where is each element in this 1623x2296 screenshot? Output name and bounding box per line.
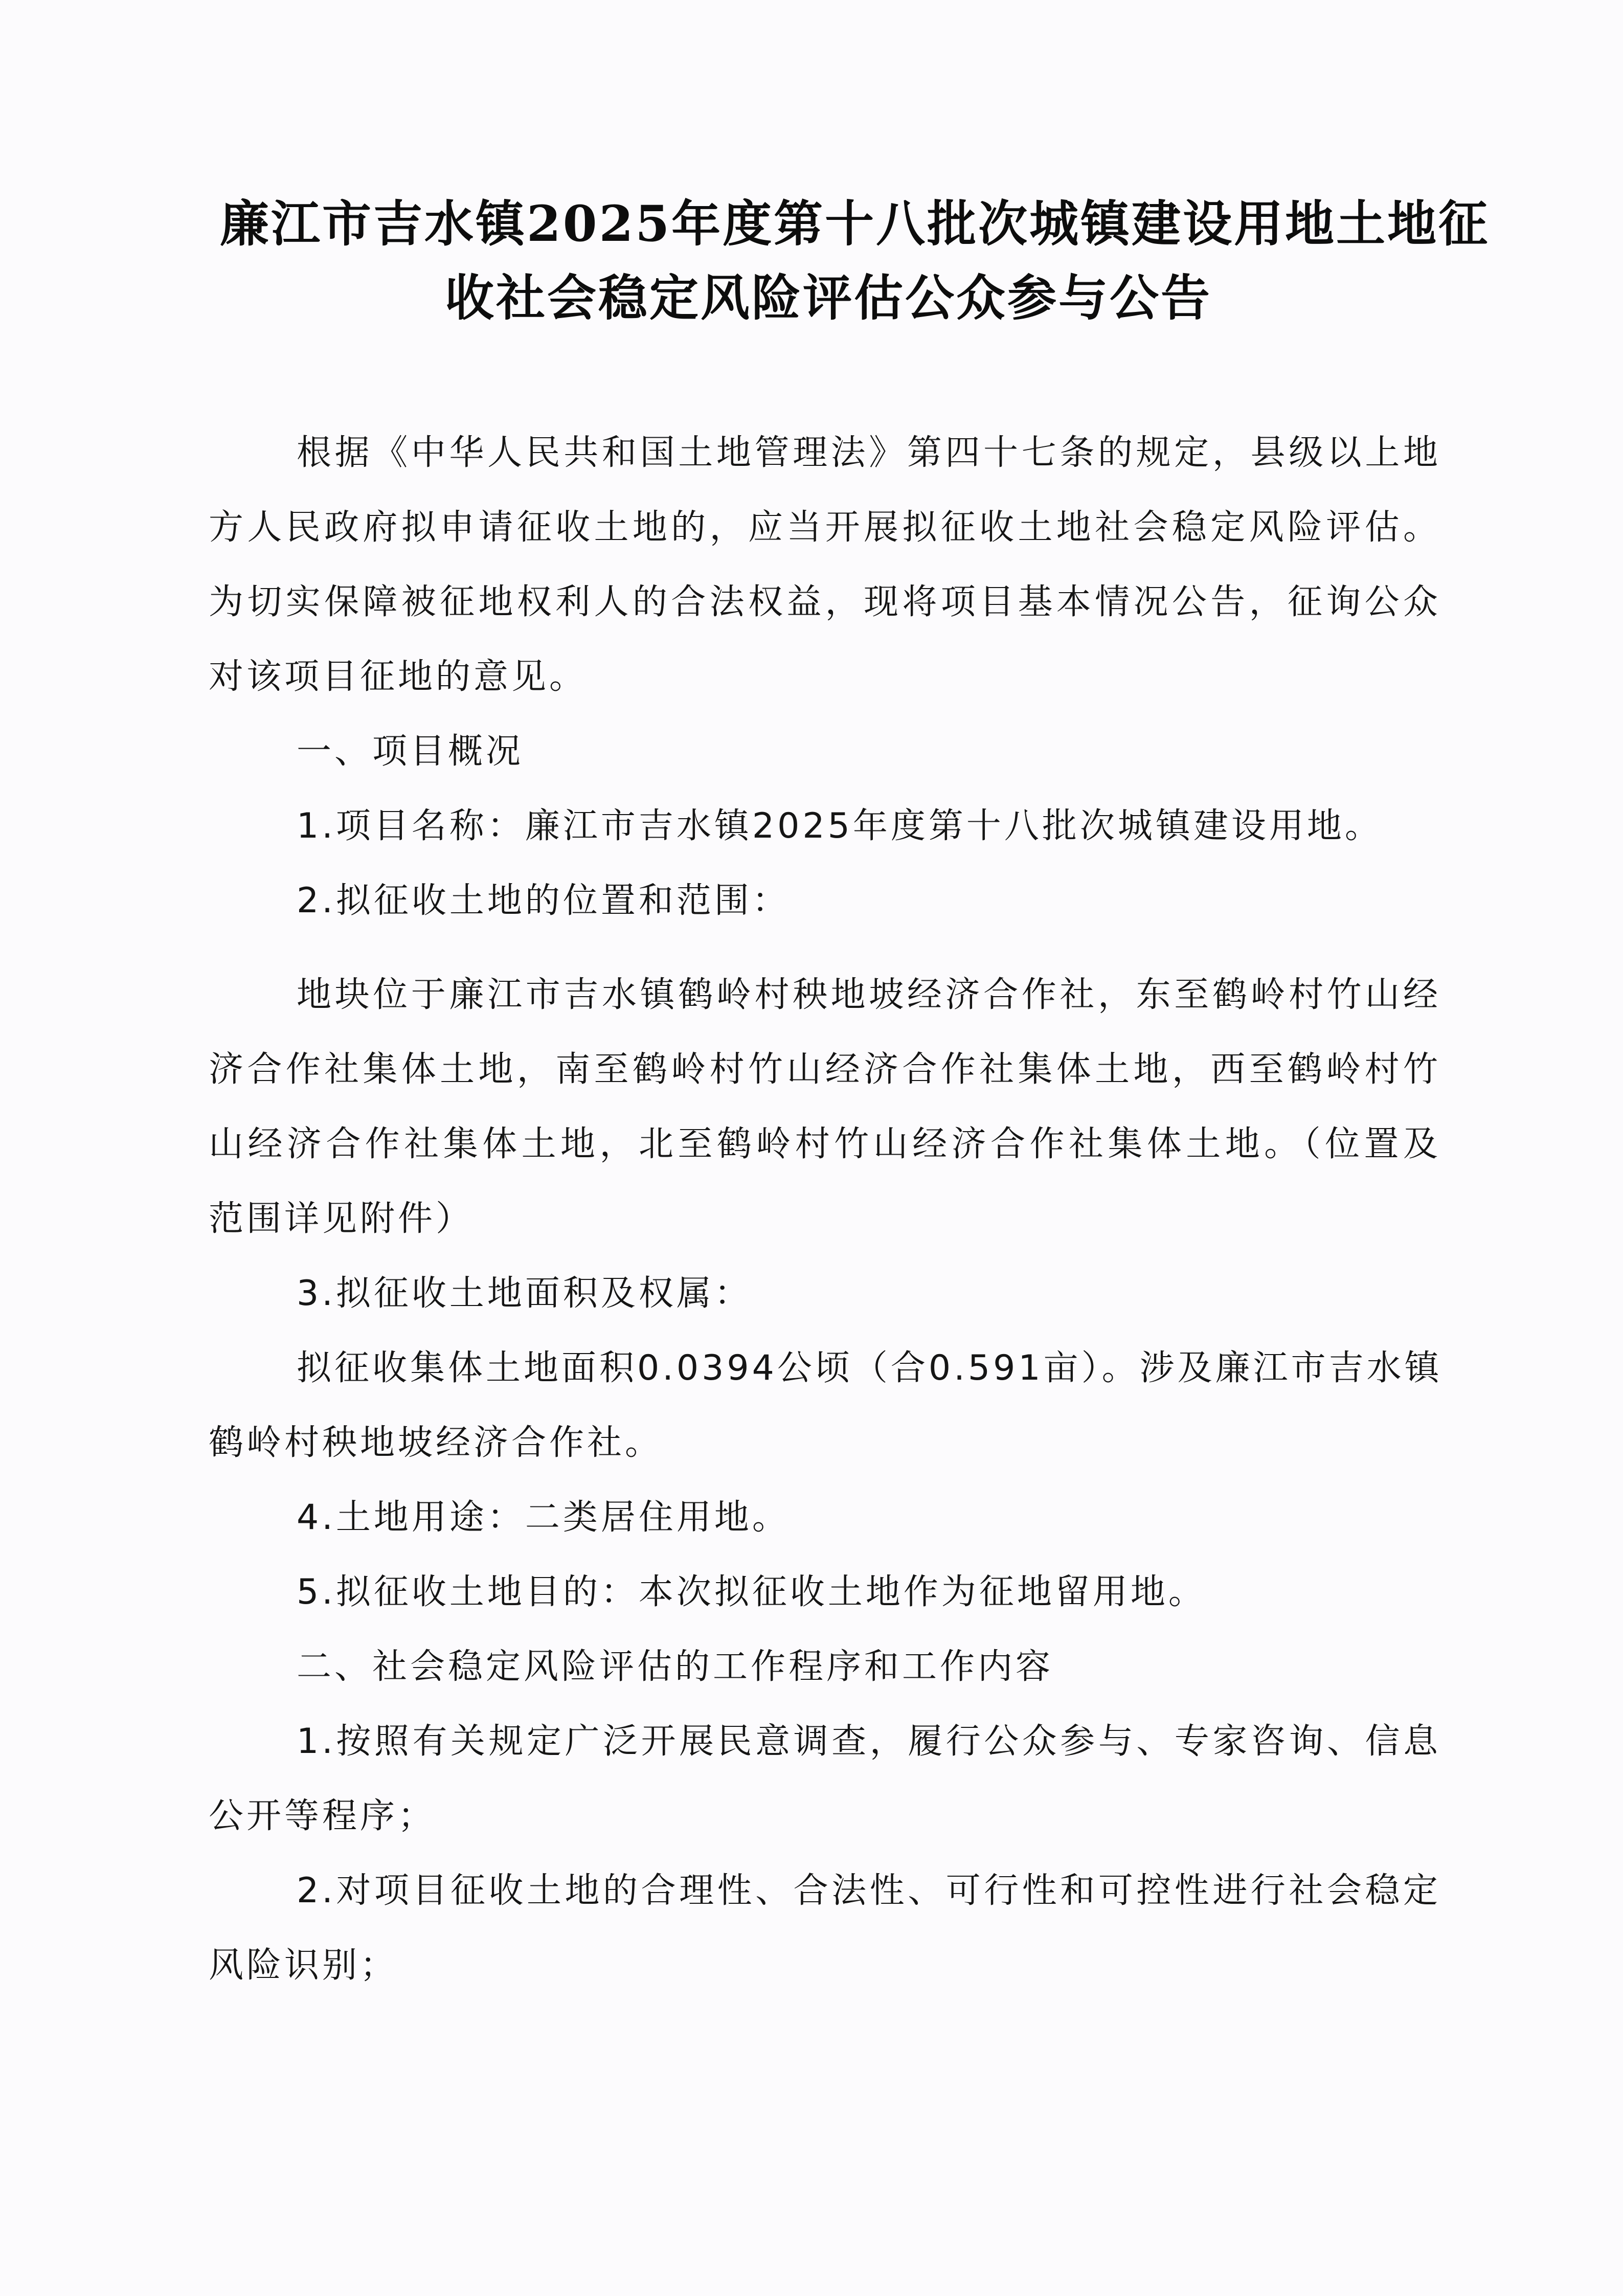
- intro-paragraph-line-3: 为切实保障被征地权利人的合法权益，现将项目基本情况公告，征询公众: [209, 582, 1441, 622]
- location-paragraph-line-4: 范围详见附件）: [209, 1199, 474, 1239]
- intro-paragraph-line-4: 对该项目征地的意见。: [209, 657, 588, 697]
- section-1-item-5: 5.拟征收土地目的：本次拟征收土地作为征地留用地。: [297, 1572, 1206, 1612]
- procedure-item-2-line-1: 2.对项目征收土地的合理性、合法性、可行性和可控性进行社会稳定: [297, 1871, 1441, 1911]
- section-1-heading: 一、项目概况: [297, 731, 524, 772]
- area-paragraph-line-1: 拟征收集体土地面积0.0394公顷（合0.591亩）。涉及廉江市吉水镇: [297, 1348, 1442, 1388]
- location-paragraph-line-3: 山经济合作社集体土地，北至鹤岭村竹山经济合作社集体土地。（位置及: [209, 1124, 1441, 1164]
- intro-paragraph-line-2: 方人民政府拟申请征收土地的，应当开展拟征收土地社会稳定风险评估。: [209, 507, 1441, 548]
- section-1-item-3-heading: 3.拟征收土地面积及权属：: [297, 1273, 752, 1314]
- section-2-heading: 二、社会稳定风险评估的工作程序和工作内容: [297, 1647, 1054, 1687]
- procedure-item-1-line-2: 公开等程序；: [209, 1796, 436, 1836]
- section-1-item-4: 4.土地用途：二类居住用地。: [297, 1497, 790, 1538]
- section-1-item-1: 1.项目名称：廉江市吉水镇2025年度第十八批次城镇建设用地。: [297, 806, 1383, 846]
- procedure-item-2-line-2: 风险识别；: [209, 1945, 398, 1986]
- procedure-item-1-line-1: 1.按照有关规定广泛开展民意调查，履行公众参与、专家咨询、信息: [297, 1721, 1441, 1762]
- location-paragraph-line-2: 济合作社集体土地，南至鹤岭村竹山经济合作社集体土地，西至鹤岭村竹: [209, 1049, 1441, 1090]
- intro-paragraph-line-1: 根据《中华人民共和国土地管理法》第四十七条的规定，县级以上地: [297, 433, 1441, 473]
- document-title-line-1: 廉江市吉水镇2025年度第十八批次城镇建设用地土地征: [220, 195, 1490, 253]
- section-1-item-2-heading: 2.拟征收土地的位置和范围：: [297, 881, 790, 921]
- location-paragraph-line-1: 地块位于廉江市吉水镇鹤岭村秧地坡经济合作社，东至鹤岭村竹山经: [297, 975, 1441, 1015]
- document-title-line-2: 收社会稳定风险评估公众参与公告: [445, 269, 1212, 327]
- area-paragraph-line-2: 鹤岭村秧地坡经济合作社。: [209, 1423, 663, 1463]
